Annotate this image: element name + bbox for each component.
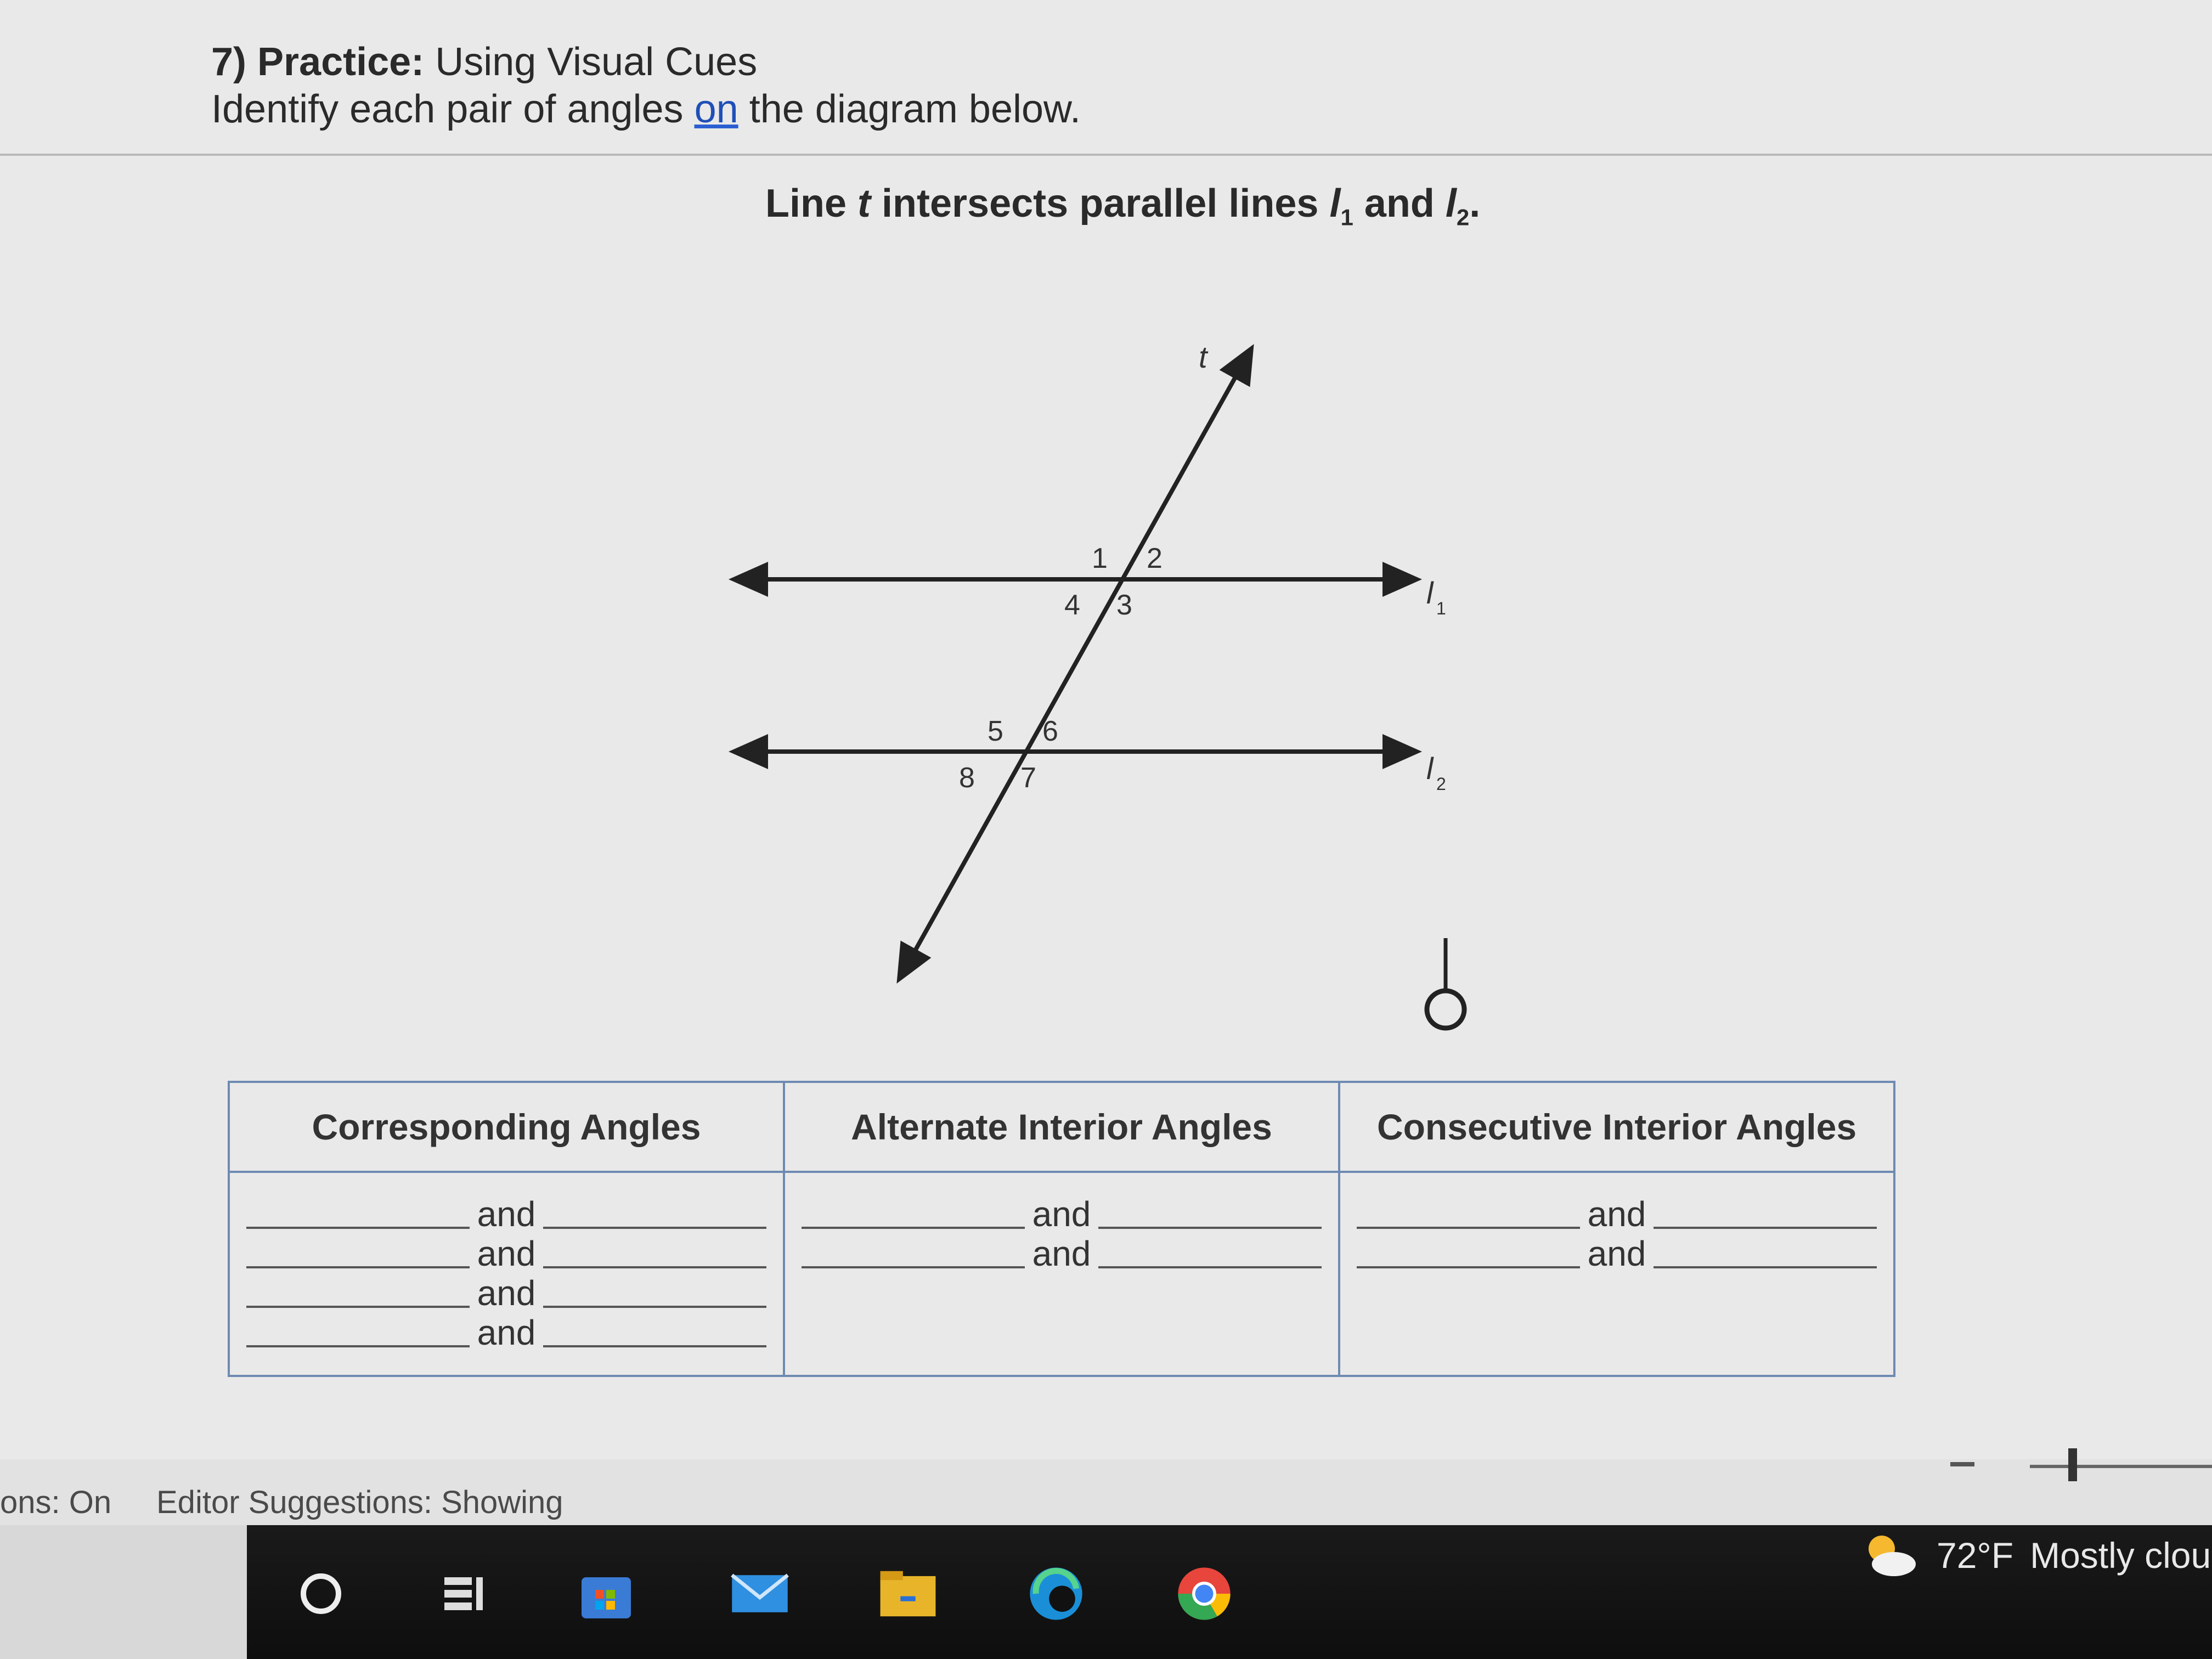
angle-3: 3 bbox=[1116, 589, 1132, 621]
editor-suggestions-status[interactable]: Editor Suggestions: Showing bbox=[156, 1485, 563, 1520]
answer-blank[interactable] bbox=[246, 1284, 470, 1308]
answer-blank[interactable] bbox=[246, 1244, 470, 1268]
transversal-t bbox=[905, 359, 1245, 968]
parallel-lines-diagram bbox=[713, 324, 1536, 1059]
zoom-slider[interactable] bbox=[2030, 1465, 2212, 1468]
caption-l2-sub: 2 bbox=[1456, 204, 1470, 230]
answer-blank[interactable] bbox=[1357, 1205, 1580, 1229]
angle-5: 5 bbox=[988, 715, 1003, 747]
corresponding-column bbox=[230, 1083, 785, 1375]
and-label: and bbox=[1032, 1194, 1091, 1234]
store-icon[interactable] bbox=[576, 1564, 636, 1624]
zoom-slider-thumb[interactable] bbox=[2068, 1448, 2077, 1481]
and-label: and bbox=[477, 1313, 536, 1352]
answer-row bbox=[246, 1313, 766, 1353]
answer-blank[interactable] bbox=[1098, 1205, 1322, 1229]
practice-heading bbox=[211, 38, 1081, 86]
line1-sub: 1 bbox=[1436, 599, 1446, 618]
angles-table bbox=[228, 1081, 1895, 1377]
diagram-caption bbox=[765, 181, 1480, 230]
weather-temp: 72°F bbox=[1937, 1535, 2014, 1576]
heading-block bbox=[211, 38, 1081, 133]
line2-label: l bbox=[1426, 751, 1434, 786]
caption-line-t: t bbox=[857, 182, 871, 225]
zoom-out-button[interactable] bbox=[1950, 1462, 1974, 1466]
partly-cloudy-icon bbox=[1860, 1528, 1920, 1583]
edge-icon[interactable] bbox=[1026, 1564, 1086, 1624]
answer-blank[interactable] bbox=[543, 1244, 766, 1268]
caption-mid: intersects parallel lines bbox=[882, 182, 1319, 225]
answer-blank[interactable] bbox=[802, 1205, 1025, 1229]
and-label: and bbox=[1032, 1234, 1091, 1273]
answer-row bbox=[1357, 1195, 1877, 1234]
answer-row bbox=[802, 1195, 1322, 1234]
answer-blank[interactable] bbox=[246, 1323, 470, 1347]
angle-2: 2 bbox=[1147, 543, 1163, 574]
line2-sub: 2 bbox=[1436, 774, 1446, 794]
cursor-probe-icon bbox=[1421, 938, 1470, 1037]
instruction-pre: Identify each pair of angles bbox=[211, 87, 684, 131]
answer-blank[interactable] bbox=[543, 1284, 766, 1308]
file-explorer-icon[interactable] bbox=[878, 1564, 938, 1624]
and-label: and bbox=[1587, 1234, 1646, 1273]
answer-blank[interactable] bbox=[1098, 1244, 1322, 1268]
status-bar bbox=[0, 1459, 2212, 1525]
answer-row bbox=[246, 1234, 766, 1274]
angle-8: 8 bbox=[959, 762, 975, 794]
practice-label: 7) Practice: bbox=[211, 40, 425, 84]
instruction-post: the diagram below. bbox=[749, 87, 1081, 131]
answer-blank[interactable] bbox=[1654, 1244, 1877, 1268]
practice-title: Using Visual Cues bbox=[435, 40, 758, 84]
consecutive-interior-header: Consecutive Interior Angles bbox=[1340, 1083, 1893, 1173]
instruction-text bbox=[211, 86, 1081, 133]
angle-6: 6 bbox=[1042, 715, 1058, 747]
answer-row bbox=[1357, 1234, 1877, 1274]
angle-4: 4 bbox=[1064, 589, 1080, 621]
answer-row bbox=[246, 1195, 766, 1234]
corresponding-header: Corresponding Angles bbox=[230, 1083, 783, 1173]
caption-l1-sub: 1 bbox=[1340, 204, 1353, 230]
and-label: and bbox=[1587, 1194, 1646, 1234]
and-label: and bbox=[477, 1234, 536, 1273]
transversal-label: t bbox=[1199, 340, 1207, 374]
line1-label: l bbox=[1426, 575, 1434, 610]
alternate-interior-column bbox=[785, 1083, 1340, 1375]
consecutive-interior-column bbox=[1340, 1083, 1893, 1375]
angle-7: 7 bbox=[1020, 762, 1036, 794]
mail-icon[interactable] bbox=[730, 1564, 790, 1624]
answer-blank[interactable] bbox=[1654, 1205, 1877, 1229]
alternate-interior-header: Alternate Interior Angles bbox=[785, 1083, 1338, 1173]
weather-desc: Mostly clou bbox=[2030, 1535, 2211, 1576]
weather-widget[interactable] bbox=[1860, 1522, 2211, 1588]
caption-l2: l bbox=[1445, 182, 1457, 225]
divider bbox=[0, 154, 2212, 156]
answer-blank[interactable] bbox=[543, 1323, 766, 1347]
answer-blank[interactable] bbox=[1357, 1244, 1580, 1268]
answer-row bbox=[802, 1234, 1322, 1274]
caption-l1: l bbox=[1329, 182, 1341, 225]
taskbar-left-area bbox=[0, 1525, 247, 1659]
answer-row bbox=[246, 1274, 766, 1313]
cortana-icon[interactable] bbox=[291, 1564, 351, 1624]
task-view-icon[interactable] bbox=[433, 1564, 494, 1624]
instruction-link[interactable]: on bbox=[694, 87, 738, 131]
status-left-text[interactable]: ons: On bbox=[0, 1485, 112, 1520]
and-label: and bbox=[477, 1273, 536, 1313]
answer-blank[interactable] bbox=[802, 1244, 1025, 1268]
angle-1: 1 bbox=[1092, 543, 1108, 574]
answer-blank[interactable] bbox=[543, 1205, 766, 1229]
caption-pre: Line bbox=[765, 182, 847, 225]
caption-and: and bbox=[1364, 182, 1435, 225]
chrome-icon[interactable] bbox=[1174, 1564, 1234, 1624]
caption-end: . bbox=[1469, 182, 1481, 225]
and-label: and bbox=[477, 1194, 536, 1234]
answer-blank[interactable] bbox=[246, 1205, 470, 1229]
